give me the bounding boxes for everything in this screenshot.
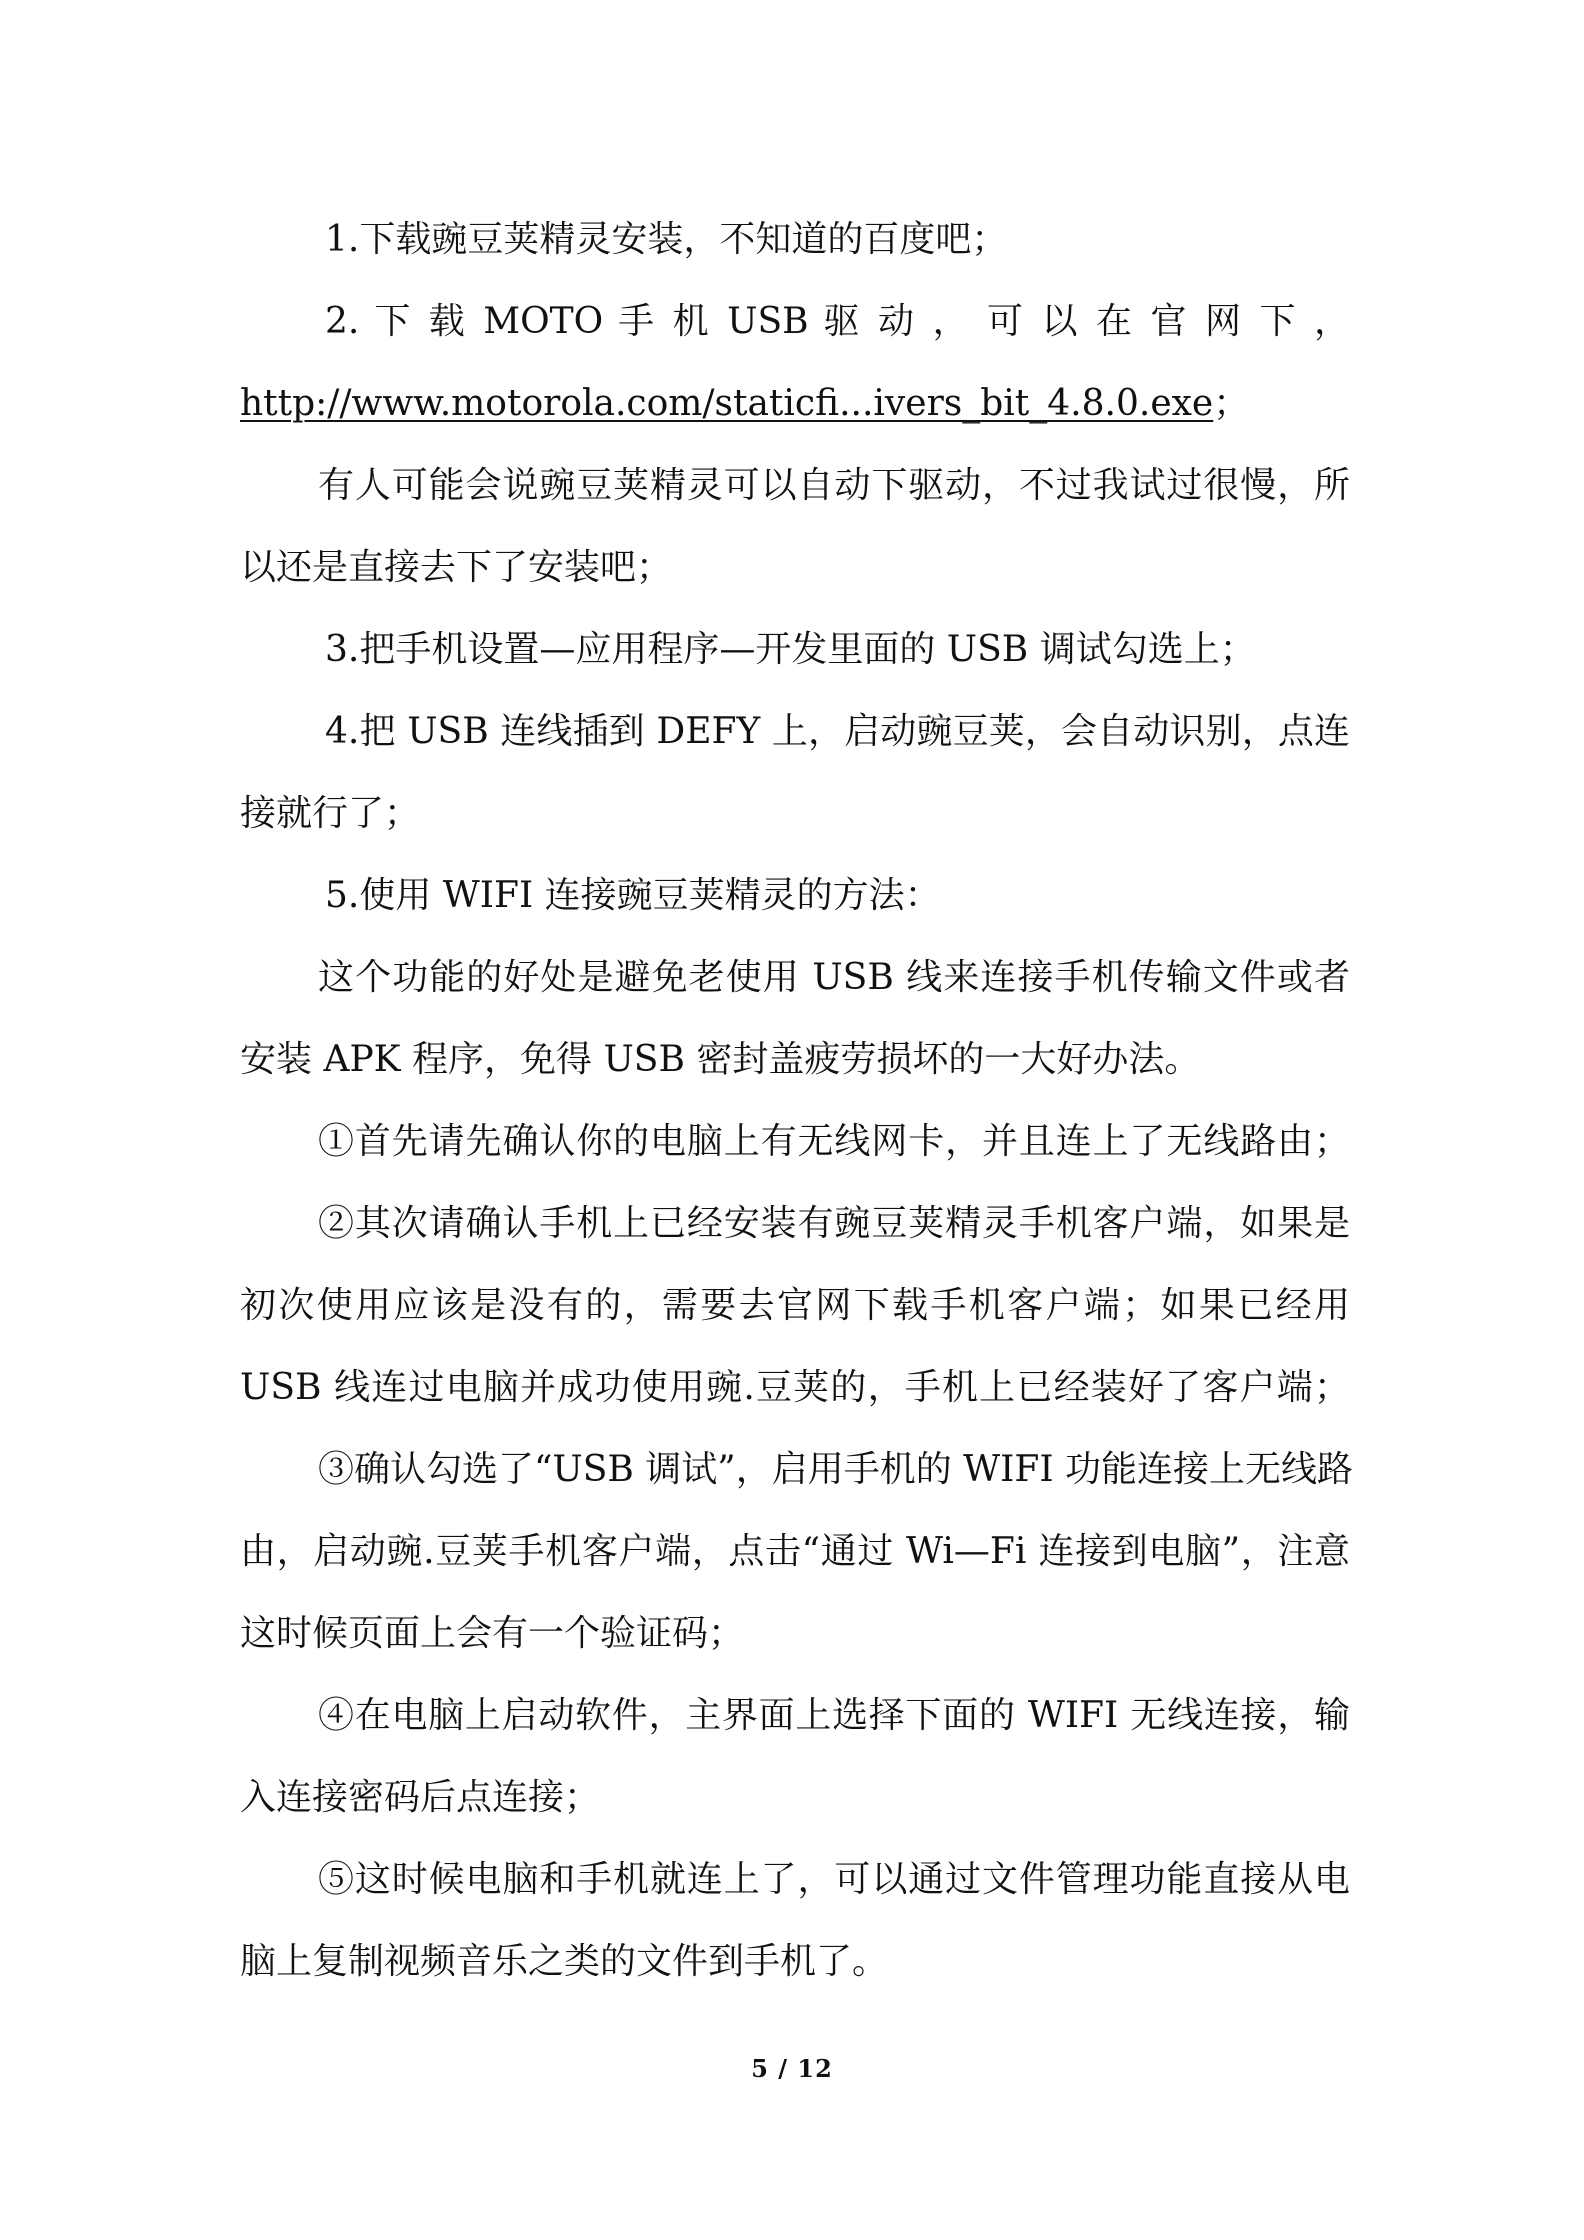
- substep-4-line-1: ④在电脑上启动软件，主界面上选择下面的 WIFI 无线连接，输: [318, 1695, 1350, 1736]
- note-line-1: 有人可能会说豌豆荚精灵可以自动下驱动，不过我试过很慢，所: [318, 465, 1350, 506]
- benefit-line-1: 这个功能的好处是避免老使用 USB 线来连接手机传输文件或者: [318, 957, 1350, 998]
- note-line-2: 以还是直接去下了安装吧；: [240, 547, 673, 588]
- page-number: 5 / 12: [751, 2054, 833, 2083]
- step-1-line: 1.下载豌豆荚精灵安装，不知道的百度吧；: [325, 219, 1008, 260]
- substep-2-line-2: 初次使用应该是没有的，需要去官网下载手机客户端；如果已经用: [240, 1285, 1350, 1326]
- step-2-line: 2. 下 载 MOTO 手 机 USB 驱 动 ， 可 以 在 官 网 下 ，: [325, 301, 1350, 342]
- substep-1-line: ①首先请先确认你的电脑上有无线网卡，并且连上了无线路由；: [318, 1121, 1350, 1162]
- driver-url-line: [240, 380, 1249, 428]
- substep-5-line-1: ⑤这时候电脑和手机就连上了，可以通过文件管理功能直接从电: [318, 1859, 1350, 1900]
- step-4-line-1: 4.把 USB 连线插到 DEFY 上，启动豌豆荚，会自动识别，点连: [325, 711, 1350, 752]
- substep-3-line-1: ③确认勾选了“USB 调试”，启用手机的 WIFI 功能连接上无线路: [318, 1449, 1354, 1490]
- benefit-line-2: 安装 APK 程序，免得 USB 密封盖疲劳损坏的一大好办法。: [240, 1039, 1201, 1080]
- step-4-line-2: 接就行了；: [240, 793, 421, 834]
- substep-2-line-3: USB 线连过电脑并成功使用豌.豆荚的，手机上已经装好了客户端；: [240, 1367, 1350, 1408]
- substep-3-line-3: 这时候页面上会有一个验证码；: [240, 1613, 745, 1654]
- substep-5-line-2: 脑上复制视频音乐之类的文件到手机了。: [240, 1941, 889, 1982]
- substep-2-line-1: ②其次请确认手机上已经安装有豌豆荚精灵手机客户端，如果是: [318, 1203, 1350, 1244]
- driver-download-link[interactable]: http://www.motorola.com/staticfi...ivers_bit_4.8.0.exe: [240, 383, 1214, 424]
- substep-3-line-2: 由，启动豌.豆荚手机客户端，点击“通过 Wi—Fi 连接到电脑”，注意: [240, 1531, 1350, 1572]
- substep-4-line-2: 入连接密码后点连接；: [240, 1777, 601, 1818]
- step-5-line: 5.使用 WIFI 连接豌豆荚精灵的方法：: [325, 875, 941, 916]
- step-3-line: 3.把手机设置—应用程序—开发里面的 USB 调试勾选上；: [325, 629, 1256, 670]
- url-line-punctuation: ；: [1213, 383, 1250, 424]
